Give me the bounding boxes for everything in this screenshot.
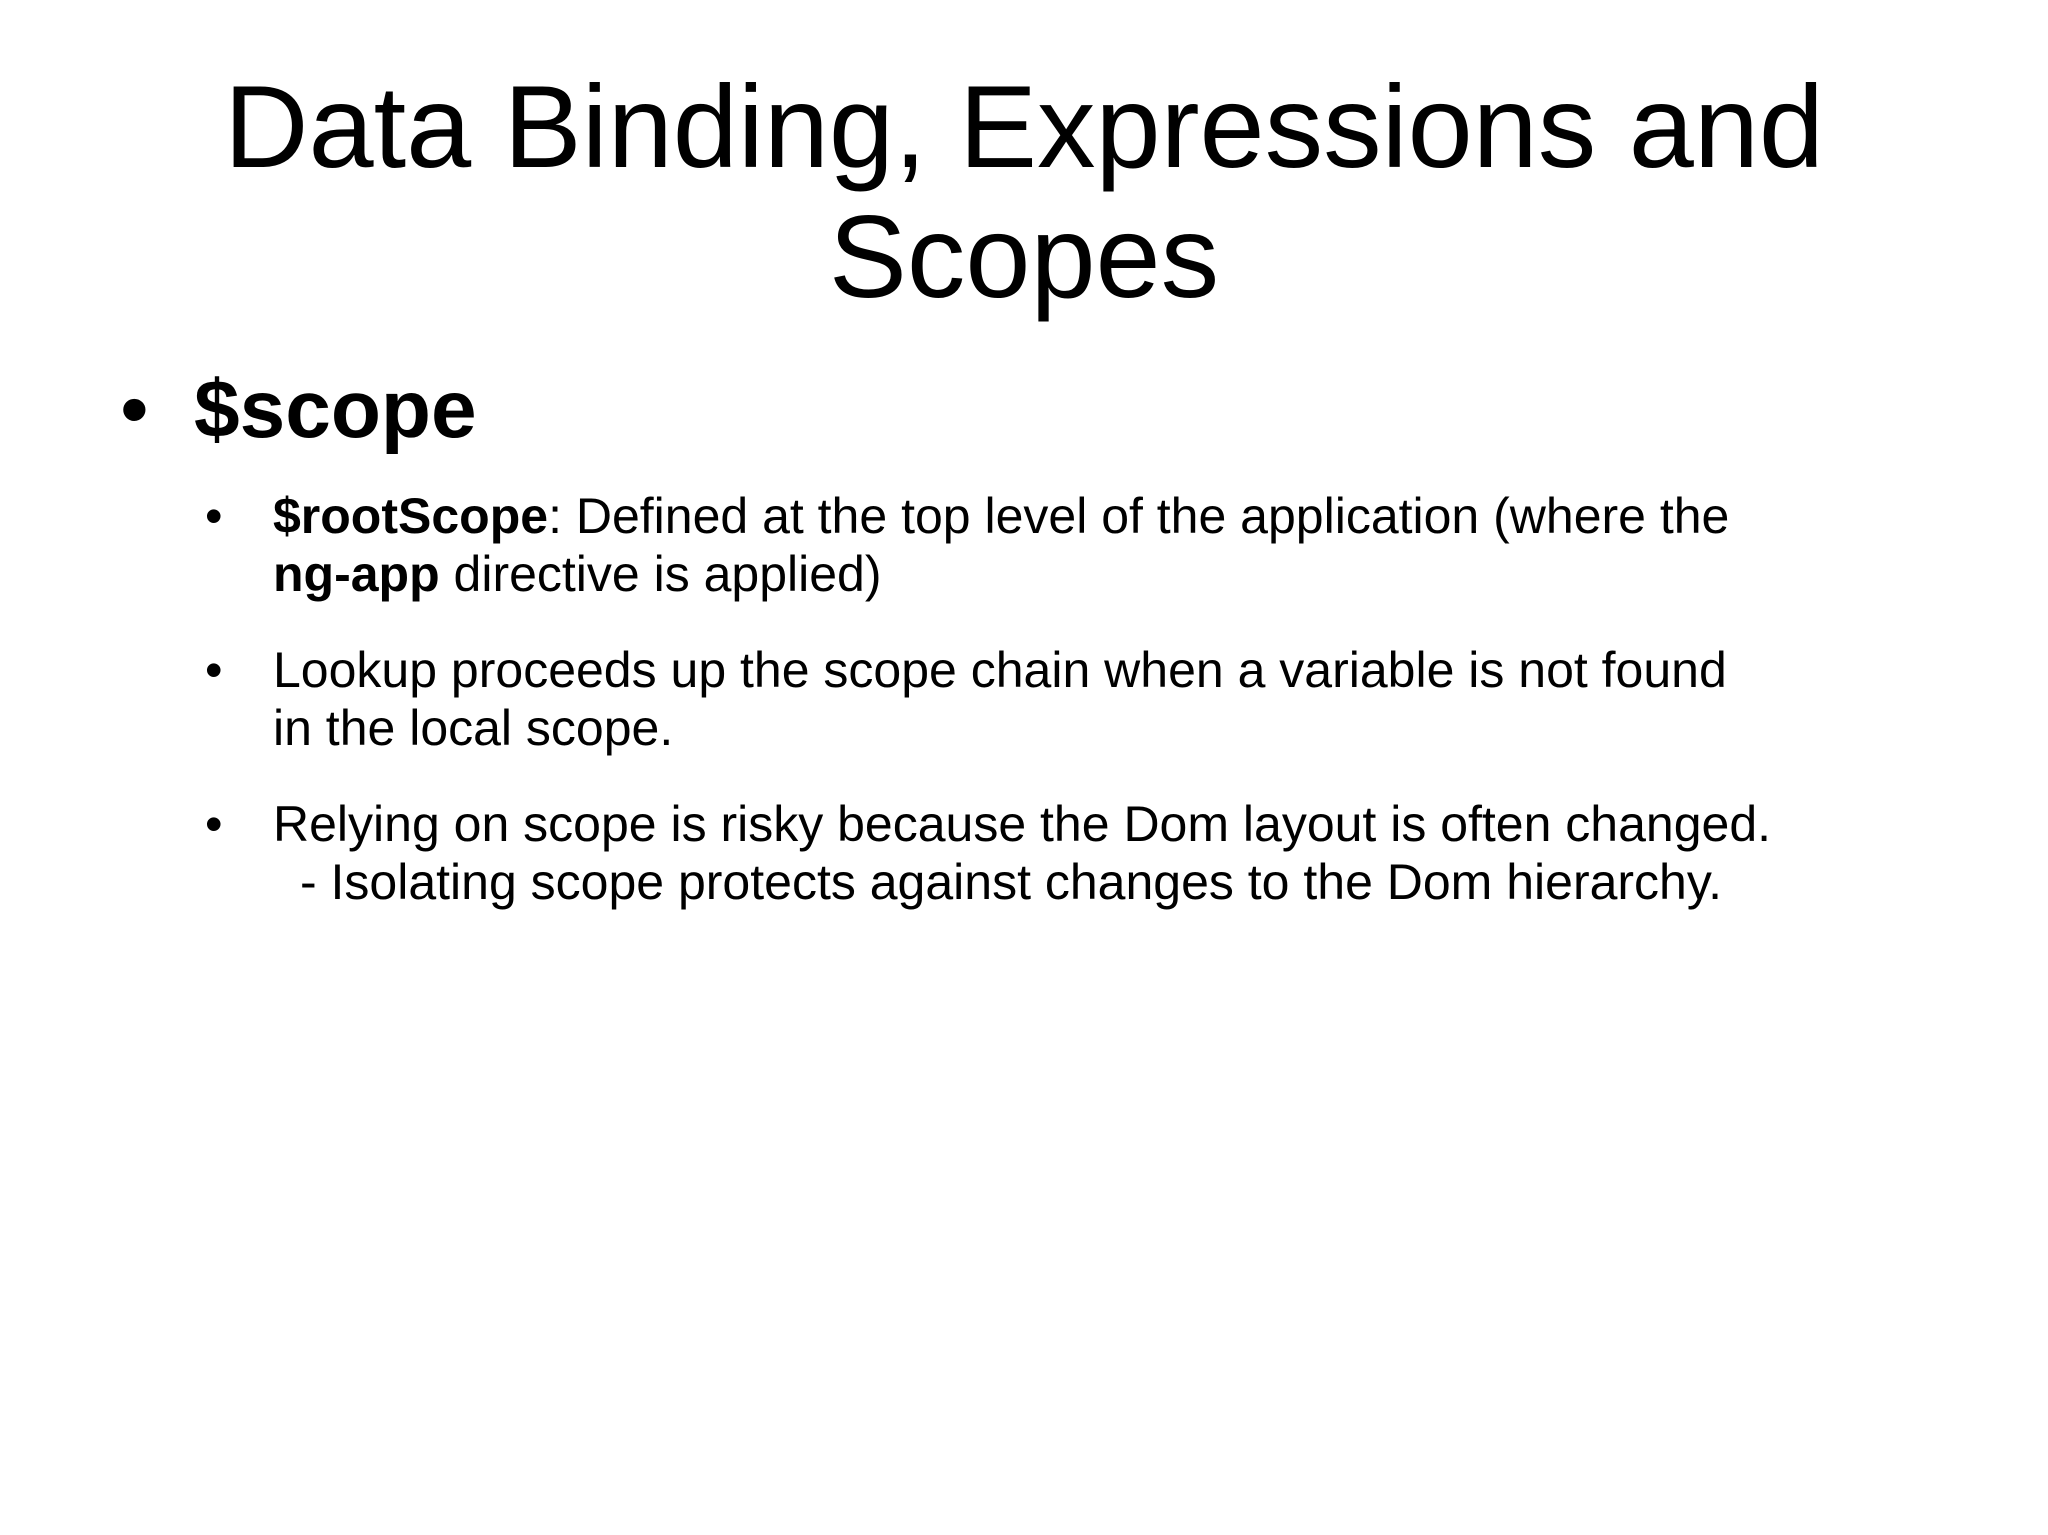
slide-title-line1: Data Binding, Expressions and: [224, 61, 1824, 192]
sub-bullet-text: : Defined at the top level of the application (where the: [548, 488, 1730, 544]
sub-bullet-text: Lookup proceeds up the scope chain when a variable is not found: [273, 642, 1727, 698]
bullet-icon: •: [205, 796, 223, 852]
sub-bullet-text: - Isolating scope protects against changes to the Dom hierarchy.: [300, 854, 1723, 910]
sub-bullet-line: [273, 545, 882, 603]
main-bullet-text: $scope: [194, 364, 477, 455]
bullet-icon: •: [120, 364, 149, 455]
slide-title-line2: Scopes: [828, 191, 1220, 322]
bullet-icon: •: [205, 642, 223, 698]
sub-bullet-line: [273, 487, 1729, 545]
slide-title: [0, 62, 2048, 322]
term-ng-app: ng-app: [273, 546, 440, 602]
bullet-icon: •: [205, 488, 223, 544]
sub-bullet-text: directive is applied): [439, 546, 882, 602]
sub-bullet-text: in the local scope.: [273, 700, 674, 756]
term-rootscope: $rootScope: [273, 488, 549, 544]
sub-bullet-text: Relying on scope is risky because the Dom layout is often changed.: [273, 796, 1772, 852]
